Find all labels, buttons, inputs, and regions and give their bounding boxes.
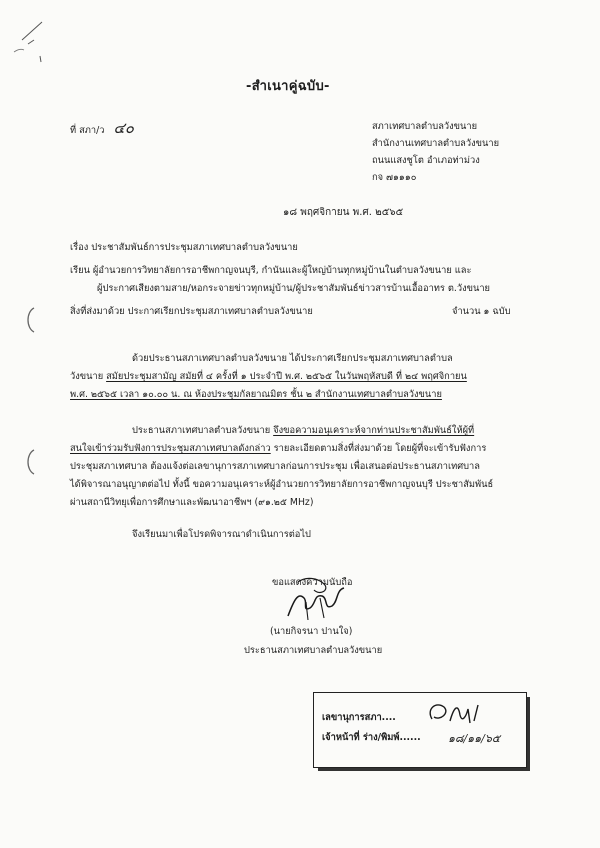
paragraph-line: วังขนาย สมัยประชุมสามัญ สมัยที่ ๔ ครั้งที่ ๑ ประจำปี พ.ศ. ๒๕๖๕ ในวันพฤหัสบดี ที่ ๒๔ พฤศจิกายน — [70, 371, 467, 382]
closing-request: จึงเรียนมาเพื่อโปรดพิจารณาดำเนินการต่อไป — [132, 529, 311, 540]
stamp-secretary-label: เลขานุการสภา.... — [322, 712, 396, 723]
document-heading: -สำเนาคู่ฉบับ- — [246, 79, 330, 94]
signer-name: (นายกิจรนา ปานใจ) — [270, 626, 353, 637]
underlined-text: จึงขอความอนุเคราะห์จากท่านประชาสัมพันธ์ให้ผู้ที่ — [273, 425, 475, 436]
stamp-handwritten-date: ๑๘/๑๑/๖๕ — [448, 732, 501, 745]
enclosure-quantity: จำนวน ๑ ฉบับ — [452, 306, 511, 317]
salutation: ขอแสดงความนับถือ — [272, 577, 353, 588]
sender-line: สภาเทศบาลตำบลวังขนาย — [372, 121, 478, 132]
paragraph-line: ประธานสภาเทศบาลตำบลวังขนาย จึงขอความอนุเคราะห์จากท่านประชาสัมพันธ์ให้ผู้ที่ — [132, 425, 475, 436]
document-date: ๑๘ พฤศจิกายน พ.ศ. ๒๕๖๕ — [283, 207, 404, 218]
sender-line: กจ ๗๑๑๑๐ — [372, 172, 417, 183]
paragraph-line: ด้วยประธานสภาเทศบาลตำบลวังขนาย ได้ประกาศเรียกประชุมสภาเทศบาลตำบล — [132, 353, 453, 364]
stamp-box-shadow — [527, 697, 530, 770]
sender-line: ถนนแสงชูโต อำเภอท่าม่วง — [372, 155, 480, 166]
underlined-text: พ.ศ. ๒๕๖๕ เวลา ๑๐.๐๐ น. ณ ห้องประชุมกัลยาณมิตร ชั้น ๒ สำนักงานเทศบาลตำบลวังขนาย — [70, 389, 442, 400]
reference-label: ที่ สภา/ว — [70, 125, 105, 136]
stamp-initials-signature — [424, 697, 494, 729]
recipient-line: ผู้ประกาศเสียงตามสาย/หอกระจายข่าวทุกหมู่บ้าน/ผู้ประชาสัมพันธ์ข่าวสารบ้านเอื้ออาทร ต.วังขนาย — [97, 283, 490, 294]
reference-number — [70, 120, 134, 137]
underlined-text: สนใจเข้าร่วมรับฟังการประชุมสภาเทศบาลดังกล่าว — [70, 443, 271, 454]
paragraph-line: สนใจเข้าร่วมรับฟังการประชุมสภาเทศบาลดังกล่าว รายละเอียดตามสิ่งที่ส่งมาด้วย โดยผู้ที่จะเข้ารับฟังการ — [70, 443, 487, 454]
underlined-text: สมัยประชุมสามัญ สมัยที่ ๔ ครั้งที่ ๑ ประจำปี พ.ศ. ๒๕๖๕ ในวันพฤหัสบดี ที่ ๒๔ พฤศจิกายน — [106, 371, 467, 382]
paragraph-line: ประชุมสภาเทศบาล ต้องแจ้งต่อเลขานุการสภาเทศบาลก่อนการประชุม เพื่อเสนอต่อประธานสภาเทศบาล — [70, 461, 480, 472]
recipient-line: เรียน ผู้อำนวยการวิทยาลัยการอาชีพกาญจนบุรี, กำนันและผู้ใหญ่บ้านทุกหมู่บ้านในตำบลวังขนาย และ — [70, 265, 472, 276]
punch-hole-mark — [24, 448, 38, 476]
subject-line: เรื่อง ประชาสัมพันธ์การประชุมสภาเทศบาลตำบลวังขนาย — [70, 242, 298, 253]
signature-image — [284, 572, 354, 622]
signer-title: ประธานสภาเทศบาลตำบลวังขนาย — [244, 645, 383, 656]
margin-scribble — [8, 14, 48, 64]
paragraph-line: ผ่านสถานีวิทยุเพื่อการศึกษาและพัฒนาอาชีพฯ (๙๑.๒๕ MHz) — [70, 497, 314, 508]
stamp-staff-label: เจ้าหน้าที่ ร่าง/พิมพ์...... — [322, 732, 421, 743]
sender-line: สำนักงานเทศบาลตำบลวังขนาย — [372, 138, 500, 149]
paragraph-line: ได้พิจารณาอนุญาตต่อไป ทั้งนี้ ขอความอนุเคราะห์ผู้อำนวยการวิทยาลัยการอาชีพกาญจนบุรี ประชาสัมพันธ์ — [70, 479, 494, 490]
enclosure-line: สิ่งที่ส่งมาด้วย ประกาศเรียกประชุมสภาเทศบาลตำบลวังขนาย — [70, 306, 313, 317]
stamp-box — [313, 692, 527, 768]
stamp-box-shadow — [318, 768, 530, 771]
reference-number-handwritten: ๔๐ — [113, 119, 134, 137]
punch-hole-mark — [24, 306, 38, 334]
